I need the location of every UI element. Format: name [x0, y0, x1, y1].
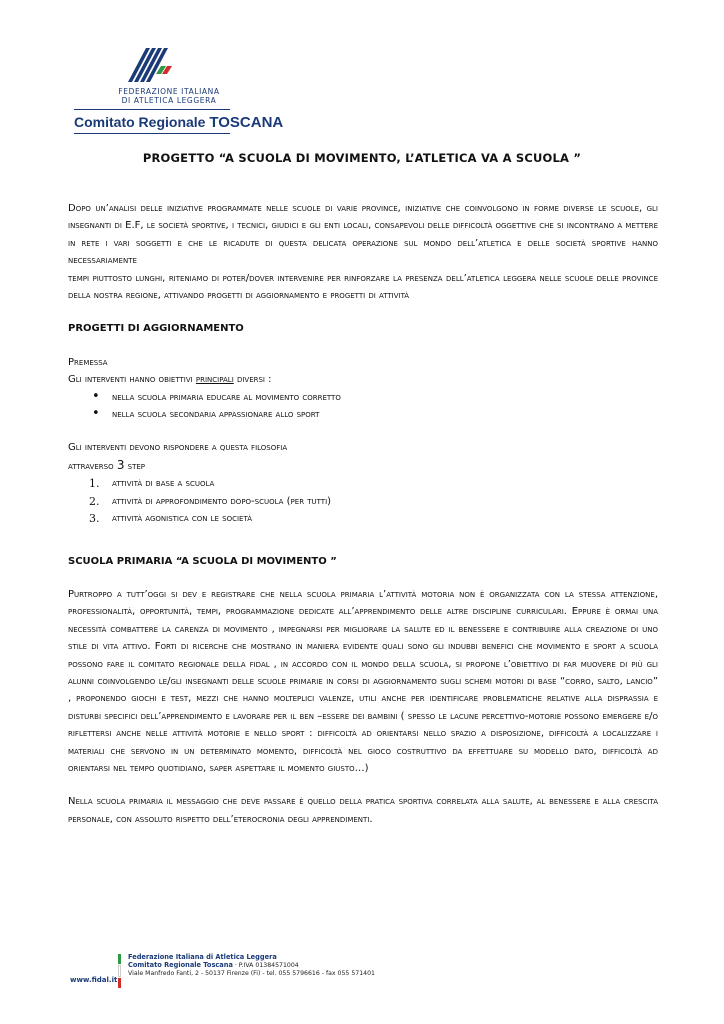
- document-body: [68, 200, 658, 828]
- footer-federation: Federazione Italiana di Atletica Leggera: [128, 953, 277, 961]
- objectives-line: Gli interventi hanno obiettivi principali diversi :: [68, 374, 272, 386]
- steps-intro: attraverso 3 step: [68, 457, 145, 472]
- list-item: • nella scuola primaria educare al movimento corretto: [92, 389, 658, 406]
- logo-divider-bottom: [74, 133, 230, 134]
- committee-region: TOSCANA: [209, 114, 284, 131]
- list-item: • nella scuola secondaria appassionare allo sport: [92, 406, 658, 423]
- list-item: 3. attività agonistica con le società: [89, 512, 252, 526]
- list-item: 2. attività di approfondimento dopo-scuola (per tutti): [89, 494, 332, 508]
- underlined-word: principali: [195, 374, 234, 386]
- premessa-label: Premessa: [68, 356, 108, 368]
- list-item: 1. attività di base a scuola: [89, 477, 215, 491]
- heading-scuola-primaria: SCUOLA PRIMARIA “A SCUOLA DI MOVIMENTO ”: [68, 555, 337, 567]
- intro-paragraph-1: Dopo un’analisi delle iniziative programmate nelle scuole di varie province, iniziative che coinvolgono in forme diverse le scuole, gli insegnanti di E.F, le società sportive, i tecnici, giudici e gli enti locali, consapevoli delle difficoltà oggettive che si incontrano a mettere in rete i vari soggetti e che le ricadute di questa delicata operazione sul mondo dell’atletica e delle società sportive hanno necessariamente: [68, 203, 658, 267]
- athlete-stripes-icon: [126, 44, 178, 84]
- website-link[interactable]: www.fidal.it: [70, 976, 118, 984]
- document-title: PROGETTO “A SCUOLA DI MOVIMENTO, L’ATLETICA VA A SCUOLA ”: [142, 151, 582, 165]
- logo-federation-line2: DI ATLETICA LEGGERA: [121, 96, 217, 105]
- footer-address-block: [128, 953, 375, 979]
- steps-list: [68, 475, 658, 527]
- committee-name: Comitato Regionale TOSCANA: [74, 114, 284, 131]
- footer-address: Viale Manfredo Fanti, 2 - 50137 Firenze (Fi) - tel. 055 5796616 - fax 055 571401: [128, 970, 375, 978]
- primaria-paragraph-1: Purtroppo a tutt’oggi si dev e registrare che nella scuola primaria l’attività motoria non è organizzata con la stessa attenzione, professionalità, opportunità, tempi, programmazione dedicate all’apprendimento delle altre discipline curriculari. Eppure è ormai una necessità combattere la carenza di movimento , impegnarsi per migliorare la salute ed il benessere e contribuire alla creazione di uno stile di vita attivo. Forti di ricerche che mostrano in maniera evidente quali sono gli indubbi benefici che movimento e sport a scuola possono fare il comitato regionale della fidal , in accordo con il mondo della scuola, si propone l’obiettivo di far muovere di più gli alunni coinvolgendo le/gli insegnanti delle scuole primarie in corsi di aggiornamento sugli schemi motori di base “corro, salto, lancio” , proponendo giochi e test, mezzi che hanno molteplici valenze, utili anche per identificare problematiche relative alla disprassia e disturbi specifici dell’apprendimento e lavorare per il ben –essere dei bambini ( spesso le lacune percettivo-motorie possono emergere e/o riflettersi anche nelle attività motorie e nello sport : difficoltà ad orientarsi nello spazio a disposizione, difficoltà a localizzare i materiali che servono in un determinato momento, difficoltà nel gioco costruttivo da effettuare su modello dato, difficoltà ad orientarsi nel tempo quotidiano, saper aspettare il momento giusto…): [68, 588, 659, 774]
- page-footer: [68, 952, 375, 992]
- logo-divider: [74, 109, 230, 110]
- primaria-paragraph-2: Nella scuola primaria il messaggio che deve passare è quello della pratica sportiva correlata alla salute, al benessere e alla crescita personale, con assoluto rispetto dell’eterocronia degli apprendimenti.: [68, 796, 658, 825]
- brand-color-bars: [118, 954, 122, 986]
- logo-federation-line1: FEDERAZIONE ITALIANA: [118, 87, 220, 96]
- intro-paragraph-2: tempi piuttosto lunghi, riteniamo di poter/dover intervenire per rinforzare la presenza dell’atletica leggera nelle scuole delle province della nostra regione, attivando progetti di aggiornamento e progetti di attività: [68, 272, 658, 302]
- heading-progetti-aggiornamento: PROGETTI DI AGGIORNAMENTO: [68, 323, 244, 335]
- footer-committee: Comitato Regionale Toscana · P.IVA 01384571004: [128, 961, 299, 970]
- philosophy-line: Gli interventi devono rispondere a questa filosofia: [68, 442, 288, 454]
- fidal-logo: [74, 44, 284, 140]
- objectives-list: [68, 389, 658, 424]
